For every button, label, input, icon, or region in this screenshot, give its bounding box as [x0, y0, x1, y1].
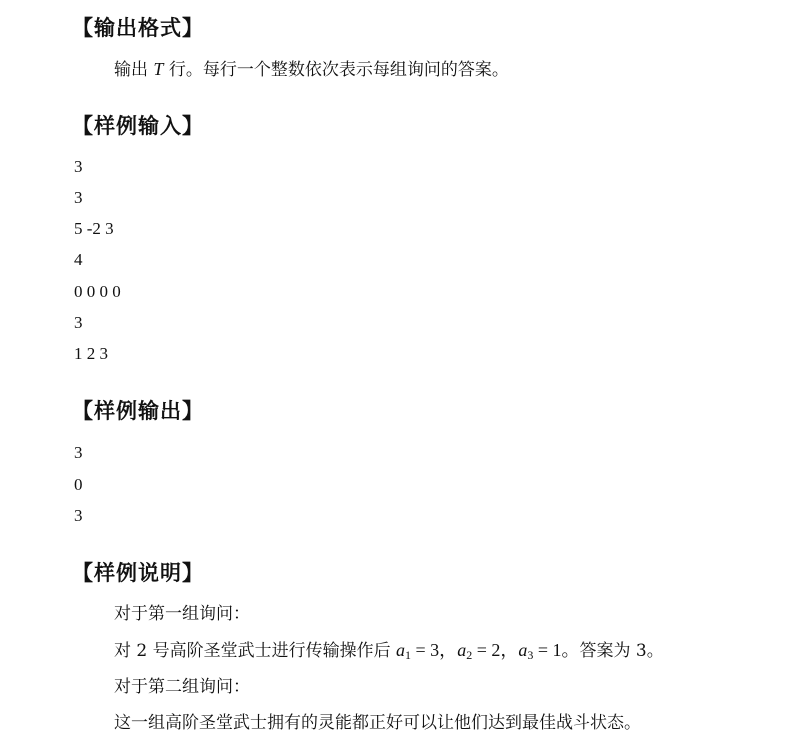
sample-output-line: 0 — [74, 475, 83, 494]
eq-a1: = 3， — [411, 640, 458, 660]
var-a3-subscript: 3 — [527, 648, 534, 662]
var-a1 — [396, 640, 411, 660]
output-format-description — [114, 57, 509, 82]
explanation-line-4: 这一组高阶圣堂武士拥有的灵能都正好可以让他们达到最佳战斗状态。 — [114, 713, 641, 733]
var-a1-subscript: 1 — [405, 648, 412, 662]
eq-a2: = 2， — [472, 640, 519, 660]
sample-input-line: 4 — [74, 250, 83, 269]
sample-input-line: 5 -2 3 — [74, 219, 114, 238]
explanation-line-2-suffix: 答案为 3。 — [579, 641, 664, 661]
sample-input-line: 3 — [74, 188, 83, 207]
var-a1-letter: a — [396, 640, 406, 660]
eq-a3: = 1。 — [533, 640, 580, 660]
explanation-line-3: 对于第二组询问： — [114, 677, 250, 697]
sample-output-heading: 【样例输出】 — [72, 399, 204, 423]
sample-input-line: 1 2 3 — [74, 344, 108, 363]
var-a3 — [518, 640, 533, 660]
sample-input-line: 3 — [74, 313, 83, 332]
sample-input-line: 0 0 0 0 — [74, 282, 121, 301]
sample-input-heading: 【样例输入】 — [72, 114, 204, 138]
sample-output-line: 3 — [74, 443, 83, 462]
var-a2-subscript: 2 — [466, 648, 473, 662]
output-format-heading: 【输出格式】 — [72, 16, 204, 40]
output-format-prefix: 输出 — [114, 60, 154, 80]
explanation-line-2 — [114, 638, 664, 667]
sample-output-line: 3 — [74, 506, 83, 525]
var-a2-letter: a — [457, 640, 467, 660]
var-t: T — [153, 59, 164, 79]
output-format-suffix: 行。每行一个整数依次表示每组询问的答案。 — [163, 60, 509, 80]
var-a3-letter: a — [518, 640, 528, 660]
sample-explanation-heading: 【样例说明】 — [72, 561, 204, 585]
explanation-line-2-prefix: 对 2 号高阶圣堂武士进行传输操作后 — [114, 641, 397, 661]
var-a2 — [457, 640, 472, 660]
explanation-line-1: 对于第一组询问： — [114, 604, 250, 624]
sample-input-line: 3 — [74, 157, 83, 176]
